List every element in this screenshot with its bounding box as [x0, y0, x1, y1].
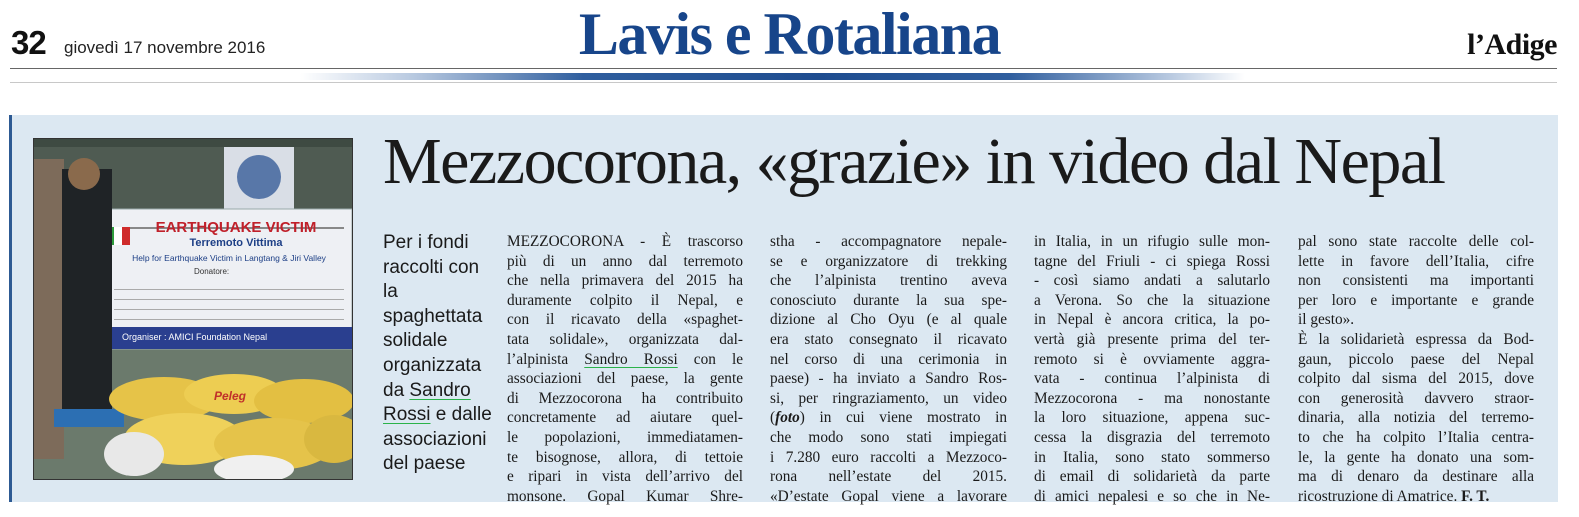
banner-organiser: Organiser : AMICI Foundation Nepal — [122, 332, 268, 342]
text-line: che l’alpinista trentino aveva — [770, 272, 1007, 290]
banner-title: EARTHQUAKE VICTIM — [155, 219, 317, 236]
text-line: e ripari in vista dell’arrivo del — [507, 468, 743, 486]
article-column-2 — [770, 232, 1007, 506]
text-line: la loro situazione, appena suc- — [1034, 409, 1270, 427]
text-line: cessa la disgrazia del terremoto — [1034, 428, 1270, 446]
text-line: paese) - ha inviato a Sandro Ros- — [770, 370, 1007, 388]
text-line: i 7.280 euro raccolti a Mezzoco- — [770, 448, 1007, 466]
photo-ref: foto — [775, 409, 800, 427]
article-column-4 — [1298, 232, 1534, 506]
text-line: remoto si è ovviamente aggra- — [1034, 350, 1270, 368]
text-line: duramente colpito il Nepal, e — [507, 291, 743, 309]
text-line: con generosità davvero straor- — [1298, 389, 1534, 407]
text-line: vertà già presente prima del ter- — [1034, 330, 1270, 348]
text-line: ma di denaro da destinare alla — [1298, 468, 1534, 486]
article-headline: Mezzocorona, «grazie» in video dal Nepal — [383, 125, 1445, 198]
masthead-rule-bottom — [10, 82, 1557, 83]
text-line: in Italia, sono stato sommerso — [1034, 448, 1270, 466]
text-fragment: l’alpinista — [507, 350, 585, 368]
text-line: dizione al Cho Oyu (e al quale — [770, 311, 1007, 329]
masthead-rule — [10, 68, 1557, 69]
text-line: «D’estate Gopal viene a lavorare — [770, 487, 1007, 505]
summary-name-link[interactable]: Sandro Rossi — [383, 379, 471, 426]
text-line: che modo sono stati impiegati — [770, 428, 1007, 446]
newspaper-logo: l’Adige — [1467, 28, 1557, 61]
text-line: stha - accompagnatore nepale- — [770, 233, 1007, 250]
text-line: di email di solidarietà da parte — [1034, 468, 1270, 486]
text-line: dinaria, alla notizia del terremo- — [1298, 409, 1534, 427]
text-line: È la solidarietà espressa da Bod- — [1298, 330, 1534, 348]
text-line: associazioni del paese, la gente — [507, 370, 743, 388]
banner-donors: Donatore: — [194, 267, 230, 276]
text-line: di amici nepalesi e so che in Ne- — [1034, 487, 1270, 505]
text-line: rona nell’estate del 2015. — [770, 468, 1007, 486]
text-line: in Italia, in un rifugio sulle mon- — [1034, 233, 1270, 250]
text-line: nel corso di una cerimonia in — [770, 350, 1007, 368]
author-initials: F. T. — [1461, 487, 1490, 505]
name-link[interactable]: Sandro Rossi — [584, 350, 678, 368]
text-line: con il ricavato della «spaghet- — [507, 311, 743, 329]
text-line: era stato consegnato il ricavato — [770, 330, 1007, 348]
text-line: a Verona. So che la situazione — [1034, 291, 1270, 309]
text-fragment: con le — [677, 350, 744, 368]
summary-text-end: e dalle associazioni del paese — [383, 404, 492, 475]
text-line: di Mezzocorona ha contribuito — [507, 389, 743, 407]
banner-subtitle: Terremoto Vittima — [189, 237, 283, 249]
text-line: in Nepal è ancora critica, la po- — [1034, 311, 1270, 329]
text-line: vata - continua l’alpinista di — [1034, 370, 1270, 388]
text-line: lette in favore dell’Italia, cifre — [1298, 252, 1534, 270]
masthead-color-band — [300, 73, 1245, 80]
text-line: colpito dal sisma del 2015, dove — [1298, 370, 1534, 388]
text-line: te bisognose, allora, di tettoie — [507, 448, 743, 466]
text-line: gaun, piccolo paese del Nepal — [1298, 350, 1534, 368]
text-fragment: ricostruzione di Amatrice. — [1298, 487, 1462, 505]
masthead — [0, 0, 1579, 80]
article-photo — [33, 138, 353, 480]
text-fragment: ) in cui viene mostrato in — [799, 409, 1007, 427]
text-line: se e organizzatore di trekking — [770, 252, 1007, 270]
text-line — [507, 350, 743, 370]
text-line: per loro e importante e grande — [1298, 291, 1534, 309]
text-line: concretamente ad aiutare quel- — [507, 409, 743, 427]
article-summary — [383, 231, 498, 477]
text-line: più di un anno dal terremoto — [507, 252, 743, 270]
page-date: giovedì 17 novembre 2016 — [64, 38, 266, 57]
text-line: tagne del Friuli - ci spiega Rossi — [1034, 252, 1270, 270]
banner-line: Help for Earthquake Victim in Langtang & Jiri Valley — [132, 253, 326, 263]
article-column-1 — [507, 232, 743, 506]
text-line: - così siamo andati a salutarlo — [1034, 272, 1270, 290]
article-column-3 — [1034, 232, 1270, 506]
text-line: che nella primavera del 2015 ha — [507, 272, 743, 290]
page-number: 32 — [11, 24, 46, 61]
text-line: tata solidale», organizzata dal- — [507, 330, 743, 348]
text-line: si, per ringraziamento, un video — [770, 389, 1007, 407]
text-line: non consistenti ma importanti — [1298, 272, 1534, 290]
text-line: to che ha colpito l’Italia centra- — [1298, 428, 1534, 446]
summary-text: Per i fondi raccolti con la spaghettata solidale organizzata da — [383, 232, 483, 401]
text-line — [1298, 487, 1534, 507]
sack-brand: Peleg — [214, 389, 247, 403]
photo-illustration — [34, 139, 352, 479]
text-line: le popolazioni, immediatamen- — [507, 428, 743, 446]
text-line: le, la gente ha donato una som- — [1298, 448, 1534, 466]
text-line: conosciuto durante la sua spe- — [770, 291, 1007, 309]
text-fragment: ( — [770, 409, 776, 427]
text-line: il gesto». — [1298, 311, 1355, 329]
text-line: MEZZOCORONA - È trascorso — [507, 233, 743, 250]
text-line — [770, 408, 1007, 428]
section-title: Lavis e Rotaliana — [578, 1, 1001, 67]
text-line: monsone. Gopal Kumar Shre- — [507, 487, 743, 505]
text-line: pal sono state raccolte delle col- — [1298, 233, 1534, 250]
text-line: Mezzocorona - ma nonostante — [1034, 389, 1270, 407]
